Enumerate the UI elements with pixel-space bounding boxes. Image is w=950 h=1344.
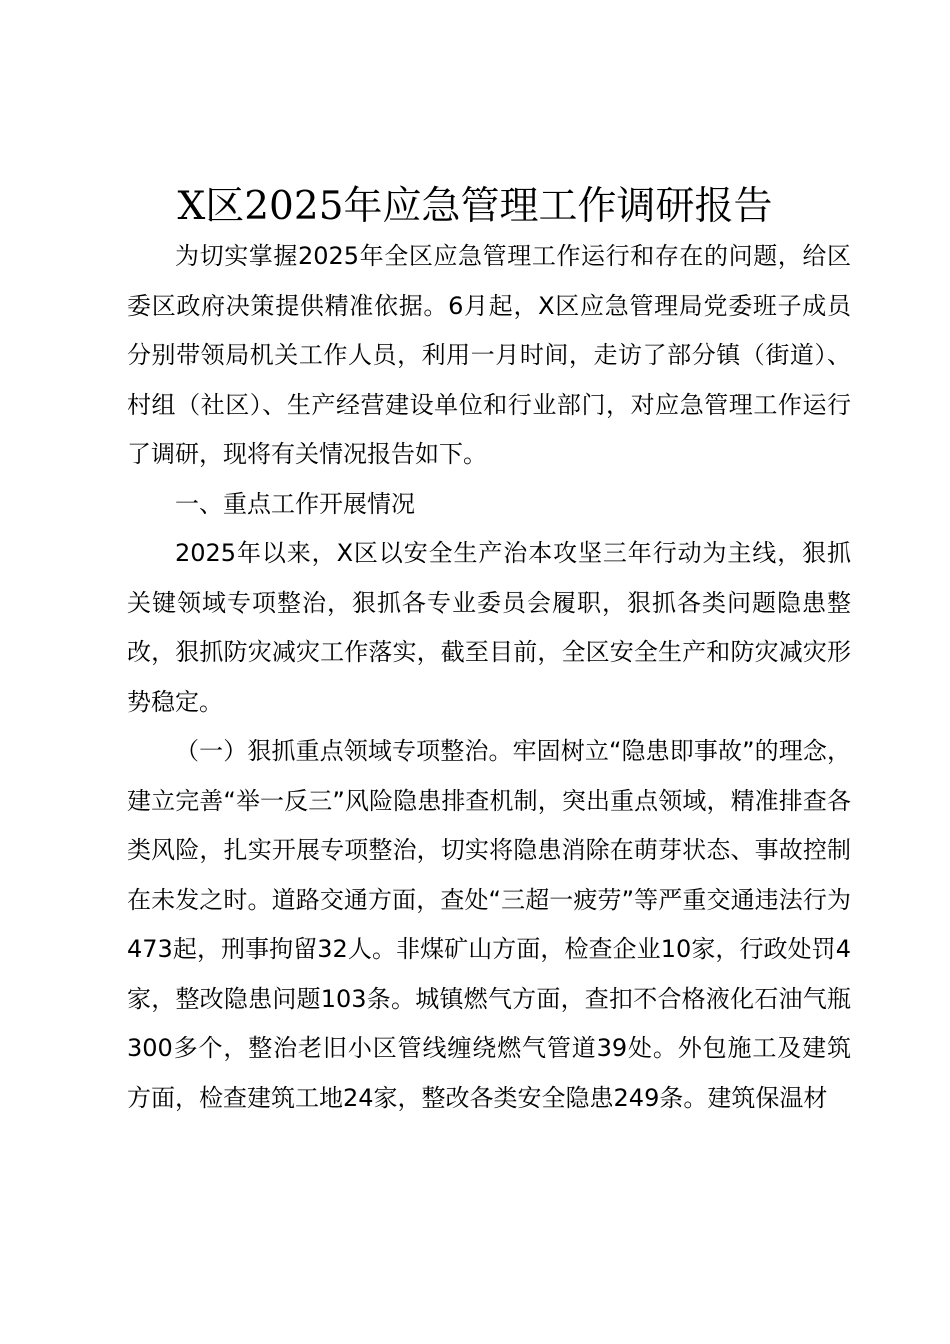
intro-paragraph: 为切实掌握2025年全区应急管理工作运行和存在的问题，给区委区政府决策提供精准依据。6月起，X区应急管理局党委班子成员分别带领局机关工作人员，利用一月时间，走访了部分镇（街道）、村组（社区）、生产经营建设单位和行业部门，对应急管理工作运行了调研，现将有关情况报告如下。: [127, 242, 851, 468]
section-heading: 一、重点工作开展情况: [175, 489, 415, 518]
subsection-paragraph: （一）狠抓重点领域专项整治。牢固树立“隐患即事故”的理念，建立完善“举一反三”风险隐患排查机制，突出重点领域，精准排查各类风险，扎实开展专项整治，切实将隐患消除在萌芽状态、事故控制在未发之时。道路交通方面，查处“三超一疲劳”等严重交通违法行为473起，刑事拘留32人。非煤矿山方面，检查企业10家，行政处罚4家，整改隐患问题103条。城镇燃气方面，查扣不合格液化石油气瓶300多个，整治老旧小区管线缠绕燃气管道39处。外包施工及建筑方面，检查建筑工地24家，整改各类安全隐患249条。建筑保温材: [127, 737, 851, 1112]
document-body: [127, 232, 851, 1123]
section-paragraph: 2025年以来，X区以安全生产治本攻坚三年行动为主线，狠抓关键领域专项整治，狠抓各专业委员会履职，狠抓各类问题隐患整改，狠抓防灾减灾工作落实，截至目前，全区安全生产和防灾减灾形势稳定。: [127, 539, 851, 716]
document-title: X区2025年应急管理工作调研报告: [177, 184, 773, 229]
